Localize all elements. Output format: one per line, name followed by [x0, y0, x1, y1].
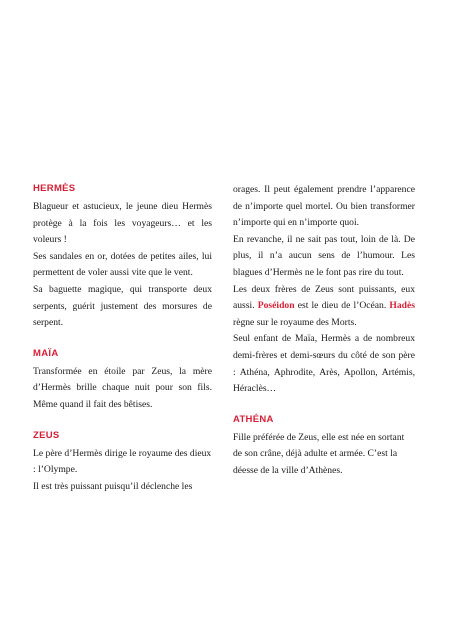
zeus-continued-paragraph-2: En revanche, il ne sait pas tout, loin de là. De plus, il n’a aucun sens de l’humour. Les blagues d’Hermès ne le font pas rire du tout.: [233, 233, 415, 278]
heading-hermes: HERMÈS: [33, 183, 76, 194]
hermes-paragraph-3: Sa baguette magique, qui transporte deux serpents, guérit justement des morsures de serpent.: [33, 283, 212, 329]
athena-paragraph-1: Fille préférée de Zeus, elle est née en sortant de son crâne, déjà adulte et armée. C’est la déesse de la ville d’Athènes.: [233, 431, 405, 476]
heading-maia: MAÏA: [33, 347, 59, 359]
hermes-paragraph-1: Blagueur et astucieux, le jeune dieu Hermès protège à la fois les voyageurs… et les voleurs !: [33, 201, 212, 246]
brothers-text-a: Les deux frères de Zeus sont puissants, eux aussi.: [233, 283, 415, 312]
zeus-continued-paragraph-1: orages. Il peut également prendre l’apparence de n’importe quel mortel. Ou bien transformer n’importe qui en n’importe quoi.: [233, 184, 415, 229]
heading-athena: ATHÉNA: [233, 413, 274, 425]
section-zeus: [33, 429, 212, 496]
left-column: [33, 182, 212, 510]
poseidon-name: Poséidon: [257, 300, 295, 312]
section-zeus-continued: [233, 182, 415, 398]
hades-name: Hadès: [389, 300, 415, 312]
zeus-paragraph-2: Il est très puissant puisqu’il déclenche les: [33, 480, 193, 492]
heading-zeus: ZEUS: [33, 429, 60, 441]
hermes-paragraph-2: Ses sandales en or, dotées de petites ailes, lui permettent de voler aussi vite que le vent.: [33, 250, 212, 279]
maia-paragraph-1: Transformée en étoile par Zeus, la mère d’Hermès brille chaque nuit pour son fils. Même quand il fait des bêtises.: [33, 365, 212, 410]
zeus-brothers-paragraph: [233, 282, 415, 332]
zeus-paragraph-1: Le père d’Hermès dirige le royaume des dieux : l’Olympe.: [33, 447, 212, 476]
section-maia: [33, 347, 212, 414]
section-hermes: [33, 182, 212, 332]
zeus-continued-paragraph-4: Seul enfant de Maïa, Hermès a de nombreux demi-frères et demi-sœurs du côté de son père : Athéna, Aphrodite, Arès, Apollon, Artémis, Héraclès…: [233, 333, 415, 395]
brothers-text-c: règne sur le royaume des Morts.: [233, 316, 357, 328]
brothers-text-b: est le dieu de l’Océan.: [294, 300, 390, 312]
section-athena: [233, 413, 415, 480]
right-column: [233, 182, 415, 495]
